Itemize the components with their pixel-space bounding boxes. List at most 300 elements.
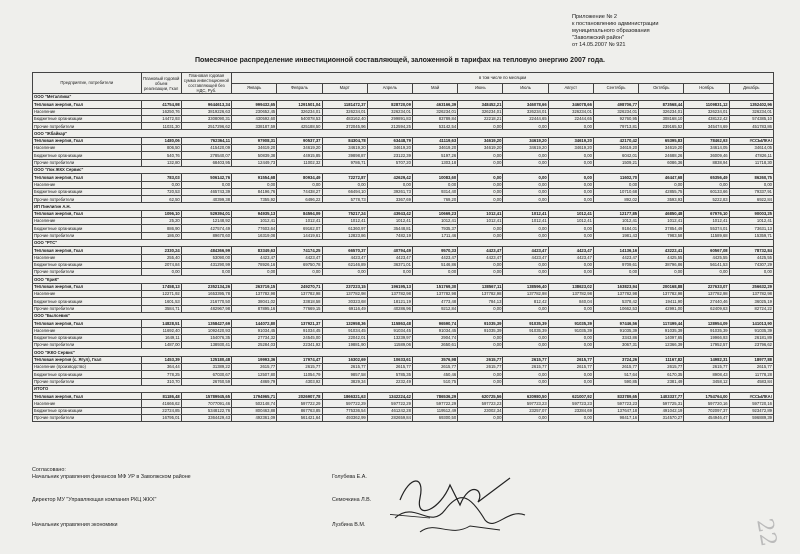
table-cell: 2650,61	[412, 342, 457, 349]
table-cell: 5197,26	[412, 152, 457, 159]
header-month: Октябрь	[639, 83, 684, 94]
table-cell: 3593,93	[639, 196, 684, 203]
table-cell: 82724,22	[729, 305, 773, 312]
header-month: Май	[412, 83, 457, 94]
table-cell: 137921,37	[277, 320, 322, 327]
table-cell: 69162,07	[277, 225, 322, 232]
table-cell: 40286,96	[367, 305, 412, 312]
table-cell: 461242,28	[367, 407, 412, 414]
table-cell: 5707,20	[367, 159, 412, 166]
table-cell: 430592,60	[232, 115, 277, 122]
table-cell: 36371,01	[367, 261, 412, 268]
subtotal-row	[33, 101, 774, 108]
table-cell: 38796,86	[639, 261, 684, 268]
table-cell: 840,04	[548, 298, 593, 305]
table-cell: 775336,54	[322, 407, 367, 414]
table-cell: 0,00	[412, 269, 457, 276]
table-cell: 38041,02	[232, 298, 277, 305]
approver-2-name: Семочкина Л.В.	[332, 497, 372, 503]
row-label: Тепловая энергия, Гкал	[33, 393, 142, 400]
table-cell: 63448,79	[367, 137, 412, 144]
table-cell: 0,00	[503, 342, 548, 349]
subtotal-row	[33, 247, 774, 254]
table-cell: 13239,97	[367, 334, 412, 341]
header-month: Июнь	[458, 83, 503, 94]
table-cell: 14982,31	[684, 356, 729, 363]
table-cell: 540,76	[141, 152, 181, 159]
table-cell: 451783,86	[729, 123, 773, 130]
table-cell: 2615,77	[367, 363, 412, 370]
table-cell: 784,13	[458, 298, 503, 305]
table-cell: 43943,42	[367, 210, 412, 217]
table-cell: 0,00	[458, 269, 503, 276]
table-cell: 326234,01	[367, 108, 412, 115]
table-cell: 3576,98	[412, 356, 457, 363]
table-cell: 91034,45	[277, 327, 322, 334]
table-cell: 597725,31	[639, 400, 684, 407]
table-row	[33, 232, 774, 239]
table-cell: 60133,66	[684, 188, 729, 195]
table-cell: 1012,41	[548, 218, 593, 225]
table-cell: 42855,75	[639, 188, 684, 195]
table-cell: 0,00	[277, 181, 322, 188]
table-cell: 498706,77	[593, 101, 638, 108]
table-cell: 0,00	[548, 196, 593, 203]
table-cell: 137782,98	[639, 291, 684, 298]
table-cell: 5146,86	[412, 261, 457, 268]
table-cell: 2615,77	[593, 363, 638, 370]
table-cell: 14097,65	[639, 334, 684, 341]
table-cell: 0,00	[141, 181, 181, 188]
table-cell: 597723,23	[593, 400, 638, 407]
table-cell: 40399,38	[181, 196, 231, 203]
table-cell: 502148,74	[232, 400, 277, 407]
approver-3-name: Лузбина В.М.	[332, 522, 366, 528]
table-cell: 0,00	[503, 305, 548, 312]
row-label: Население (производство)	[33, 363, 142, 370]
table-cell: 621007,92	[548, 393, 593, 400]
table-cell: 510,75	[412, 378, 457, 385]
table-cell: 2330,24	[141, 247, 181, 254]
table-cell: 0,00	[503, 378, 548, 385]
table-cell: 26181,89	[729, 334, 773, 341]
table-row	[33, 188, 774, 195]
table-cell: 27440,46	[684, 298, 729, 305]
table-cell: 87895,16	[232, 305, 277, 312]
table-cell: 0,00	[548, 152, 593, 159]
table-cell: 137782,98	[684, 291, 729, 298]
table-cell: 506142,76	[181, 174, 231, 181]
table-cell: 0,00	[232, 269, 277, 276]
table-cell: 138930,41	[181, 342, 231, 349]
table-cell: 50839,38	[232, 152, 277, 159]
table-cell: 96590,74	[412, 320, 457, 327]
table-cell: 84304,78	[322, 137, 367, 144]
section-name: ООО "Былсевик"	[33, 312, 774, 319]
section-name: ООО "ЖКО Сервис"	[33, 349, 774, 356]
table-cell: 78926,16	[232, 261, 277, 268]
table-cell: 11718,30	[729, 159, 773, 166]
table-cell: 42170,42	[593, 137, 638, 144]
table-cell: 151769,30	[412, 283, 457, 290]
table-cell: 90537,37	[277, 137, 322, 144]
table-cell: 4423,47	[277, 254, 322, 261]
table-cell: 46447,68	[639, 174, 684, 181]
appendix-line-4: "Заволжский район"	[572, 35, 624, 41]
table-cell: 62409,63	[684, 305, 729, 312]
table-cell: 4423,47	[458, 254, 503, 261]
table-cell: 19881,90	[322, 342, 367, 349]
table-cell: 132958,36	[322, 320, 367, 327]
table-cell: 3724,26	[593, 356, 638, 363]
table-cell: 9212,84	[412, 305, 457, 312]
subtotal-row	[33, 210, 774, 217]
table-cell: 2232,49	[367, 378, 412, 385]
table-cell: 778,25	[141, 371, 181, 378]
row-label: Население	[33, 218, 142, 225]
table-cell: 0,00	[458, 196, 503, 203]
row-label: Бюджетные организации	[33, 334, 142, 341]
table-cell: 91035,39	[458, 320, 503, 327]
table-cell: 22444,65	[503, 115, 548, 122]
header-by-months: в том числе по месяцам	[232, 73, 774, 84]
table-row	[33, 342, 774, 349]
row-label: Тепловая энергия, Гкал	[33, 320, 142, 327]
table-cell: 34614,05	[729, 145, 773, 152]
table-cell: 833789,65	[593, 393, 638, 400]
table-cell: 239165,52	[639, 123, 684, 130]
table-cell: 36025,19	[729, 298, 773, 305]
table-cell: 0,00	[503, 225, 548, 232]
header-month: Декабрь	[729, 83, 773, 94]
table-cell: 14472,93	[141, 115, 181, 122]
table-cell: 0,00	[232, 181, 277, 188]
table-cell: 561421,64	[277, 415, 322, 422]
table-cell: 74438,27	[277, 188, 322, 195]
table-cell: 5378,42	[593, 298, 638, 305]
table-cell: 1096,10	[141, 210, 181, 217]
table-cell: 34614,05	[684, 145, 729, 152]
table-row	[33, 196, 774, 203]
appendix-line-3: муниципального образования	[572, 28, 650, 34]
table-cell: 2615,77	[548, 363, 593, 370]
table-cell: 1487,00	[141, 342, 181, 349]
table-body	[33, 94, 774, 422]
table-cell: 56141,53	[684, 261, 729, 268]
table-cell: 22724,85	[141, 407, 181, 414]
header-month: Апрель	[367, 83, 412, 94]
table-cell: 9570,33	[412, 247, 457, 254]
table-cell: 132,80	[141, 159, 181, 166]
table-cell: 17974,47	[277, 356, 322, 363]
table-cell: 326234,01	[729, 108, 773, 115]
table-cell: 90003,25	[729, 210, 773, 217]
table-cell: 137782,98	[458, 291, 503, 298]
table-cell: 326234,01	[412, 108, 457, 115]
table-cell: 597722,29	[367, 400, 412, 407]
row-label: Население	[33, 145, 142, 152]
table-cell: 24545,00	[277, 334, 322, 341]
table-cell: 66570,37	[322, 247, 367, 254]
section-row	[33, 385, 774, 392]
table-cell: 1352402,96	[729, 101, 773, 108]
table-cell: 55374,01	[684, 225, 729, 232]
approver-3-title: Начальник управления экономики	[32, 522, 118, 528]
table-cell: 308168,10	[639, 115, 684, 122]
table-cell: 3364429,43	[181, 415, 231, 422]
table-cell: 9857,58	[322, 371, 367, 378]
table-cell: 0,00	[458, 174, 503, 181]
table-cell: 154076,35	[181, 334, 231, 341]
table-cell: 1012,41	[503, 218, 548, 225]
table-cell: 79337,91	[729, 188, 773, 195]
table-cell: 34619,20	[412, 145, 457, 152]
table-cell: 83349,63	[232, 247, 277, 254]
table-cell: 69116,49	[322, 305, 367, 312]
row-label: Население	[33, 291, 142, 298]
table-cell: 91034,45	[322, 327, 367, 334]
table-cell: 597720,16	[684, 400, 729, 407]
table-cell: 14419,61	[277, 232, 322, 239]
table-cell: 0,00	[639, 269, 684, 276]
table-cell: 34619,20	[503, 137, 548, 144]
table-cell: 0,00	[548, 188, 593, 195]
table-cell: 1012,41	[458, 218, 503, 225]
table-cell: 6086,36	[639, 159, 684, 166]
table-cell: 79713,81	[593, 123, 638, 130]
table-cell: 596889,39	[729, 415, 773, 422]
table-cell: 493362,99	[322, 415, 367, 422]
table-cell: 720,53	[141, 188, 181, 195]
table-cell: 0,00	[729, 181, 773, 188]
table-cell: 138567,11	[458, 283, 503, 290]
table-cell: 0,00	[458, 188, 503, 195]
table-cell: 22218,21	[458, 115, 503, 122]
table-cell: 0,00	[593, 181, 638, 188]
table-cell: 18977,88	[729, 356, 773, 363]
header-month: Сентябрь	[593, 83, 638, 94]
table-cell: 12271,92	[141, 291, 181, 298]
table-cell: 1981,43	[593, 232, 638, 239]
appendix-line-5: от 14.05.2007 № 921	[572, 42, 626, 48]
table-row	[33, 254, 774, 261]
table-cell: 65356,49	[684, 174, 729, 181]
approver-1-title: Начальник управления финансов МФ УР в Заволжском районе	[32, 474, 191, 480]
header-month: Июль	[503, 83, 548, 94]
row-label: Прочие потребители	[33, 196, 142, 203]
table-cell: 2615,77	[503, 356, 548, 363]
table-cell: 119512,49	[412, 407, 457, 414]
table-cell: 348452,21	[458, 101, 503, 108]
section-row	[33, 94, 774, 101]
table-cell: 1342224,42	[367, 393, 412, 400]
table-cell: 11589,06	[367, 342, 412, 349]
section-name: ИТОГО	[33, 385, 774, 392]
table-cell: 53090,00	[181, 254, 231, 261]
table-cell: 11167,82	[639, 356, 684, 363]
table-row	[33, 363, 774, 370]
table-cell: 517,64	[593, 371, 638, 378]
table-cell: 0,00	[412, 181, 457, 188]
table-cell: 34619,20	[322, 145, 367, 152]
row-label: Бюджетные организации	[33, 261, 142, 268]
table-cell: 23122,39	[367, 152, 412, 159]
table-cell: 0,00	[458, 305, 503, 312]
table-cell: 137782,98	[367, 291, 412, 298]
table-cell: 597720,16	[729, 400, 773, 407]
header-month: Ноябрь	[684, 83, 729, 94]
table-cell: 5785,35	[367, 371, 412, 378]
table-cell: 1012,41	[729, 218, 773, 225]
row-label: Население	[33, 181, 142, 188]
table-cell: 5778,73	[322, 196, 367, 203]
table-cell: 16319,08	[232, 232, 277, 239]
table-cell: 91035,39	[503, 320, 548, 327]
table-cell: 7482,19	[367, 232, 412, 239]
row-label: Бюджетные организации	[33, 225, 142, 232]
table-cell: 69300,50	[412, 415, 457, 422]
table-cell: 0,00	[503, 269, 548, 276]
table-cell: 12449,73	[232, 159, 277, 166]
table-cell: 91035,39	[593, 327, 638, 334]
table-cell: 137782,98	[729, 291, 773, 298]
table-cell: 0,00	[548, 342, 593, 349]
row-label: Население	[33, 254, 142, 261]
table-cell: 6170,35	[639, 371, 684, 378]
table-cell: 138623,02	[548, 283, 593, 290]
section-row	[33, 203, 774, 210]
table-cell: 9314,40	[412, 188, 457, 195]
table-cell: 22341,92	[277, 342, 322, 349]
table-cell: 769,20	[412, 196, 457, 203]
table-cell: 256632,29	[729, 283, 773, 290]
table-cell: 999432,65	[232, 101, 277, 108]
table-cell: 91034,45	[412, 327, 457, 334]
table-cell: 540078,53	[277, 115, 322, 122]
table-cell: 11589,68	[684, 232, 729, 239]
table-cell: 138596,40	[503, 283, 548, 290]
table-cell: 3367,69	[367, 196, 412, 203]
header-row-1	[33, 73, 774, 84]
table-cell: 34619,20	[503, 145, 548, 152]
table-cell: 91035,39	[548, 320, 593, 327]
table-cell: 60567,08	[684, 247, 729, 254]
table-cell: 1866321,63	[322, 393, 367, 400]
table-cell: 16795,01	[141, 415, 181, 422]
table-row	[33, 152, 774, 159]
table-cell: 1649,11	[141, 334, 181, 341]
table-cell: 2026907,78	[277, 393, 322, 400]
table-cell: 34619,20	[593, 145, 638, 152]
table-cell: 465743,39	[181, 188, 231, 195]
table-cell: 67030,67	[181, 371, 231, 378]
section-row	[33, 312, 774, 319]
table-cell: 0,00	[548, 159, 593, 166]
table-cell: 482967,98	[181, 305, 231, 312]
table-cell: 2615,77	[684, 363, 729, 370]
table-cell: 137782,98	[277, 291, 322, 298]
approver-2-title: Директор МУ "Управляющая компания РКЦ ЖКХ"	[32, 497, 157, 503]
table-cell: 0,00	[548, 305, 593, 312]
table-cell: 91035,39	[503, 327, 548, 334]
table-cell: 249270,71	[277, 283, 322, 290]
table-cell: 1794965,71	[232, 393, 277, 400]
table-cell: 2615,77	[548, 356, 593, 363]
table-cell: 2352134,26	[181, 283, 231, 290]
table-cell: 0,00	[503, 174, 548, 181]
table-cell: 23002,34	[458, 407, 503, 414]
table-cell: 326234,01	[548, 108, 593, 115]
table-cell: 278540,07	[181, 152, 231, 159]
table-cell: 141013,90	[729, 320, 773, 327]
table-cell: 33818,58	[277, 298, 322, 305]
table-cell: 425188,50	[277, 123, 322, 130]
table-cell: 0,00	[503, 123, 548, 130]
row-label: Прочие потребители	[33, 378, 142, 385]
table-cell: 83789,84	[412, 115, 457, 122]
handwritten-signatures	[390, 470, 560, 540]
table-row	[33, 159, 774, 166]
table-cell: 2615,77	[503, 363, 548, 370]
table-cell: 34619,20	[458, 145, 503, 152]
table-cell: 44915,85	[277, 152, 322, 159]
table-cell: 1012,41	[458, 210, 503, 217]
table-cell: 886,90	[141, 225, 181, 232]
table-cell: 2615,77	[458, 363, 503, 370]
table-cell: 31389,22	[181, 363, 231, 370]
table-cell: 310,70	[141, 378, 181, 385]
table-cell: 873568,44	[639, 101, 684, 108]
table-cell: 574385,10	[729, 115, 773, 122]
table-cell: 0,00	[458, 152, 503, 159]
table-cell: 0,00	[548, 378, 593, 385]
row-label: Прочие потребители	[33, 305, 142, 312]
table-cell: 326234,01	[639, 108, 684, 115]
table-cell: 26760,59	[181, 378, 231, 385]
table-cell: 74307,29	[729, 261, 773, 268]
table-cell: 2615,77	[277, 363, 322, 370]
table-cell: 450,46	[412, 371, 457, 378]
table-cell: 0,00	[503, 334, 548, 341]
table-row	[33, 269, 774, 276]
table-cell: 27734,32	[232, 334, 277, 341]
table-cell: 0,00	[277, 269, 322, 276]
table-cell: 1453,39	[141, 356, 181, 363]
table-cell: 11054,79	[277, 371, 322, 378]
table-cell: 67976,10	[684, 210, 729, 217]
table-cell: #ССЫЛКА!	[729, 137, 773, 144]
table-cell: 4423,47	[232, 254, 277, 261]
table-cell: 0,00	[548, 225, 593, 232]
table-cell: 0,00	[322, 269, 367, 276]
table-cell: 0,00	[503, 415, 548, 422]
document-title: Помесячное распределение инвестиционной составляющей, заложенной в тарифах на тепловую энергию 2007 года.	[195, 57, 605, 64]
table-cell: 0,00	[141, 269, 181, 276]
row-label: Бюджетные организации	[33, 407, 142, 414]
table-cell: 0,00	[322, 181, 367, 188]
section-name: ИП Пиелигин А.Н.	[33, 203, 774, 210]
table-cell: 1601,53	[141, 298, 181, 305]
table-cell: 115863,48	[367, 320, 412, 327]
table-cell: 92760,95	[593, 115, 638, 122]
header-month: Март	[322, 83, 367, 94]
table-cell: 0,00	[458, 342, 503, 349]
table-cell: 597723,23	[548, 400, 593, 407]
table-cell: 41754,98	[141, 101, 181, 108]
row-label: Прочие потребители	[33, 159, 142, 166]
table-cell: 6042,01	[593, 152, 638, 159]
table-row	[33, 327, 774, 334]
